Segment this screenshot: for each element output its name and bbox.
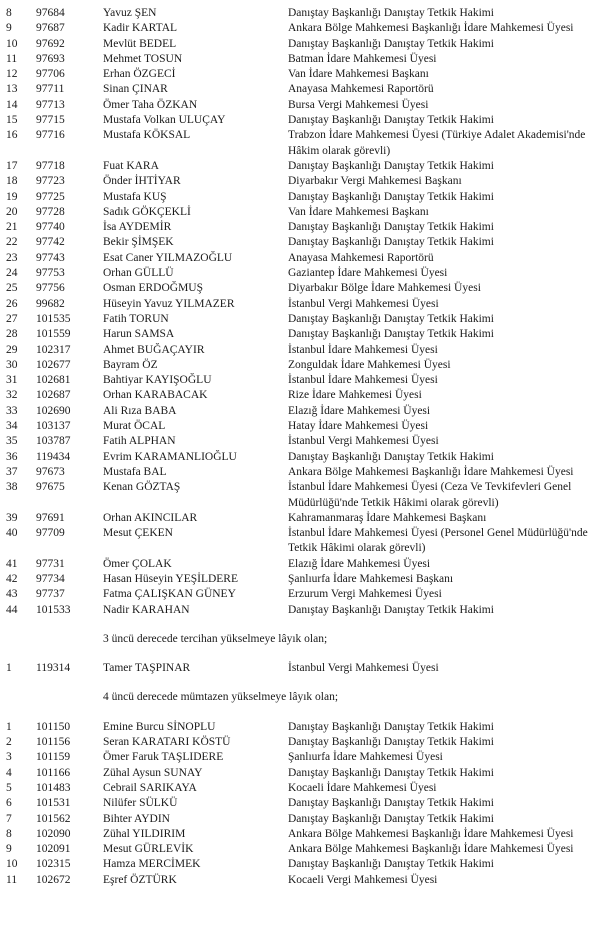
- row-number: 10: [6, 37, 18, 50]
- position-title: Ankara Bölge Mahkemesi Başkanlığı İdare Mahkemesi Üyesi: [288, 827, 574, 840]
- position-title: Rize İdare Mahkemesi Üyesi: [288, 389, 422, 402]
- person-name: Fatih TORUN: [103, 312, 169, 325]
- table-row: [0, 450, 600, 465]
- position-title: Danıştay Başkanlığı Danıştay Tetkik Hakimi: [288, 720, 494, 733]
- person-name: Mehmet TOSUN: [103, 52, 183, 65]
- row-number: 6: [6, 797, 12, 810]
- table-row: [0, 720, 600, 735]
- table-row: [0, 572, 600, 587]
- person-name: İsa AYDEMİR: [103, 221, 172, 234]
- position-title: Danıştay Başkanlığı Danıştay Tetkik Hakimi: [288, 328, 494, 341]
- registry-number: 102317: [36, 343, 71, 356]
- table-row: [0, 781, 600, 796]
- position-title: Ankara Bölge Mahkemesi Başkanlığı İdare Mahkemesi Üyesi: [288, 22, 574, 35]
- personnel-list-section-b: [0, 661, 600, 676]
- person-name: Bekir ŞİMŞEK: [103, 236, 174, 249]
- row-number: 14: [6, 98, 18, 111]
- position-title: Erzurum Vergi Mahkemesi Üyesi: [288, 588, 442, 601]
- registry-number: 97684: [36, 7, 65, 19]
- position-title: Danıştay Başkanlığı Danıştay Tetkik Hakimi: [288, 37, 494, 50]
- position-title: İstanbul İdare Mahkemesi Üyesi: [288, 343, 438, 356]
- person-name: Mustafa BAL: [103, 465, 167, 478]
- person-name: Orhan AKINCILAR: [103, 511, 198, 524]
- registry-number: 101531: [36, 797, 71, 810]
- registry-number: 101533: [36, 603, 71, 616]
- person-name: Fatih ALPHAN: [103, 435, 176, 448]
- table-row: [0, 873, 600, 888]
- person-name: Cebrail SARIKAYA: [103, 781, 197, 794]
- position-title: Batman İdare Mahkemesi Üyesi: [288, 52, 437, 65]
- registry-number: 103137: [36, 420, 71, 433]
- row-number: 29: [6, 343, 18, 356]
- table-row: [0, 750, 600, 765]
- registry-number: 97731: [36, 557, 65, 570]
- position-title: İstanbul Vergi Mahkemesi Üyesi: [288, 297, 439, 310]
- row-number: 37: [6, 465, 18, 478]
- registry-number: 97709: [36, 527, 65, 540]
- position-title: Danıştay Başkanlığı Danıştay Tetkik Hakimi: [288, 858, 494, 871]
- position-title: Danıştay Başkanlığı Danıştay Tetkik Hakimi: [288, 450, 494, 463]
- registry-number: 97692: [36, 37, 65, 50]
- table-row: [0, 735, 600, 750]
- person-name: Fatma ÇALIŞKAN GÜNEY: [103, 588, 236, 601]
- registry-number: 97718: [36, 159, 65, 172]
- registry-number: 102090: [36, 827, 71, 840]
- person-name: Hamza MERCİMEK: [103, 858, 201, 871]
- table-row: [0, 587, 600, 602]
- position-title: Bursa Vergi Mahkemesi Üyesi: [288, 98, 429, 111]
- table-row: [0, 388, 600, 403]
- person-name: Seran KARATARI KÖSTÜ: [103, 736, 231, 749]
- person-name: Ahmet BUĞAÇAYIR: [103, 343, 205, 356]
- person-name: Sinan ÇINAR: [103, 83, 168, 96]
- person-name: Kenan GÖZTAŞ: [103, 481, 181, 494]
- table-row: [0, 812, 600, 827]
- table-row: [0, 419, 600, 434]
- row-number: 36: [6, 450, 18, 463]
- person-name: Murat ÖCAL: [103, 420, 166, 433]
- row-number: 39: [6, 511, 18, 524]
- position-title: Van İdare Mahkemesi Başkanı: [288, 68, 429, 81]
- section-heading: 3 üncü derecede tercihan yükselmeye lâyık olan;: [103, 632, 328, 645]
- row-number: 21: [6, 221, 18, 234]
- table-row: [0, 113, 600, 128]
- person-name: Zühal Aysun SUNAY: [103, 766, 203, 779]
- registry-number: 102672: [36, 873, 71, 886]
- position-title: Gaziantep İdare Mahkemesi Üyesi: [288, 267, 448, 280]
- person-name: Evrim KARAMANLIOĞLU: [103, 450, 237, 463]
- row-number: 31: [6, 374, 18, 387]
- position-title: Danıştay Başkanlığı Danıştay Tetkik Hakimi: [288, 159, 494, 172]
- row-number: 12: [6, 68, 18, 81]
- position-title: Danıştay Başkanlığı Danıştay Tetkik Hakimi: [288, 312, 494, 325]
- person-name: Kadir KARTAL: [103, 22, 178, 35]
- registry-number: 97753: [36, 267, 65, 280]
- table-row: [0, 827, 600, 842]
- person-name: Emine Burcu SİNOPLU: [103, 720, 216, 733]
- registry-number: 97691: [36, 511, 65, 524]
- person-name: Ömer Taha ÖZKAN: [103, 98, 198, 111]
- registry-number: 97743: [36, 251, 65, 264]
- table-row: [0, 67, 600, 82]
- position-title: Diyarbakır Vergi Mahkemesi Başkanı: [288, 175, 462, 188]
- table-row: [0, 526, 600, 557]
- row-number: 32: [6, 389, 18, 402]
- person-name: Ali Rıza BABA: [103, 404, 177, 417]
- row-number: 5: [6, 781, 12, 794]
- position-title: Şanlıurfa İdare Mahkemesi Başkanı: [288, 572, 454, 585]
- person-name: Hüseyin Yavuz YILMAZER: [103, 297, 235, 310]
- section-heading: 4 üncü derecede mümtazen yükselmeye lâyık olan;: [103, 691, 339, 704]
- table-row: [0, 343, 600, 358]
- table-row: [0, 128, 600, 159]
- position-title: Danıştay Başkanlığı Danıştay Tetkik Hakimi: [288, 736, 494, 749]
- table-row: [0, 190, 600, 205]
- registry-number: 101562: [36, 812, 71, 825]
- table-row: [0, 373, 600, 388]
- registry-number: 97715: [36, 114, 65, 127]
- registry-number: 102690: [36, 404, 71, 417]
- row-number: 16: [6, 129, 18, 142]
- table-row: [0, 281, 600, 296]
- position-title: Zonguldak İdare Mahkemesi Üyesi: [288, 358, 451, 371]
- row-number: 13: [6, 83, 18, 96]
- table-row: [0, 404, 600, 419]
- registry-number: 102687: [36, 389, 71, 402]
- personnel-list-section-c: [0, 720, 600, 888]
- row-number: 9: [6, 843, 12, 856]
- table-row: [0, 465, 600, 480]
- document-page: [0, 6, 600, 888]
- registry-number: 102091: [36, 843, 71, 856]
- registry-number: 101156: [36, 736, 71, 749]
- position-title: Anayasa Mahkemesi Raportörü: [288, 83, 434, 96]
- row-number: 30: [6, 358, 18, 371]
- table-row: [0, 434, 600, 449]
- position-title: Hatay İdare Mahkemesi Üyesi: [288, 420, 429, 433]
- table-row: [0, 159, 600, 174]
- registry-number: 101483: [36, 781, 71, 794]
- person-name: Ömer ÇOLAK: [103, 557, 172, 570]
- person-name: Nilüfer SÜLKÜ: [103, 797, 178, 810]
- person-name: Orhan GÜLLÜ: [103, 267, 174, 280]
- position-title: Trabzon İdare Mahkemesi Üyesi (Türkiye Adalet Akademisi'nde Hâkim olarak görevli): [288, 129, 586, 157]
- person-name: Harun SAMSA: [103, 328, 175, 341]
- registry-number: 97675: [36, 481, 65, 494]
- position-title: Anayasa Mahkemesi Raportörü: [288, 251, 434, 264]
- row-number: 4: [6, 766, 12, 779]
- row-number: 22: [6, 236, 18, 249]
- row-number: 44: [6, 603, 18, 616]
- registry-number: 97693: [36, 52, 65, 65]
- table-row: [0, 842, 600, 857]
- position-title: İstanbul İdare Mahkemesi Üyesi: [288, 374, 438, 387]
- row-number: 2: [6, 736, 12, 749]
- person-name: Mustafa Volkan ULUÇAY: [103, 114, 226, 127]
- table-row: [0, 358, 600, 373]
- position-title: Diyarbakır Bölge İdare Mahkemesi Üyesi: [288, 282, 481, 295]
- row-number: 38: [6, 481, 18, 494]
- row-number: 42: [6, 572, 18, 585]
- row-number: 33: [6, 404, 18, 417]
- position-title: Danıştay Başkanlığı Danıştay Tetkik Hakimi: [288, 797, 494, 810]
- row-number: 43: [6, 588, 18, 601]
- person-name: Tamer TAŞPINAR: [103, 662, 191, 675]
- row-number: 40: [6, 527, 18, 540]
- row-number: 11: [6, 52, 18, 65]
- row-number: 15: [6, 114, 18, 127]
- position-title: Danıştay Başkanlığı Danıştay Tetkik Hakimi: [288, 603, 494, 616]
- row-number: 34: [6, 420, 18, 433]
- row-number: 23: [6, 251, 18, 264]
- registry-number: 97725: [36, 190, 65, 203]
- row-number: 24: [6, 267, 18, 280]
- registry-number: 101535: [36, 312, 71, 325]
- position-title: Ankara Bölge Mahkemesi Başkanlığı İdare Mahkemesi Üyesi: [288, 465, 574, 478]
- person-name: Hasan Hüseyin YEŞİLDERE: [103, 572, 238, 585]
- table-row: [0, 480, 600, 511]
- person-name: Mesut ÇEKEN: [103, 527, 173, 540]
- row-number: 8: [6, 7, 12, 19]
- row-number: 3: [6, 751, 12, 764]
- row-number: 1: [6, 662, 12, 675]
- row-number: 7: [6, 812, 12, 825]
- registry-number: 97723: [36, 175, 65, 188]
- person-name: Esat Caner YILMAZOĞLU: [103, 251, 233, 264]
- registry-number: 119314: [36, 662, 71, 675]
- registry-number: 97673: [36, 465, 65, 478]
- person-name: Orhan KARABACAK: [103, 389, 208, 402]
- person-name: Mustafa KUŞ: [103, 190, 167, 203]
- table-row: [0, 557, 600, 572]
- table-row: [0, 235, 600, 250]
- position-title: Kahramanmaraş İdare Mahkemesi Başkanı: [288, 511, 487, 524]
- person-name: Mevlüt BEDEL: [103, 37, 177, 50]
- position-title: İstanbul İdare Mahkemesi Üyesi (Ceza Ve Tevkifevleri Genel Müdürlüğü'nde Tetkik Hâkimi olarak görevli): [288, 481, 572, 509]
- position-title: Danıştay Başkanlığı Danıştay Tetkik Hakimi: [288, 236, 494, 249]
- registry-number: 97713: [36, 98, 65, 111]
- row-number: 11: [6, 873, 18, 886]
- table-row: [0, 297, 600, 312]
- position-title: Danıştay Başkanlığı Danıştay Tetkik Hakimi: [288, 114, 494, 127]
- table-row: [0, 661, 600, 676]
- table-row: [0, 796, 600, 811]
- registry-number: 97711: [36, 83, 65, 96]
- position-title: Şanlıurfa İdare Mahkemesi Üyesi: [288, 751, 443, 764]
- position-title: Elazığ İdare Mahkemesi Üyesi: [288, 404, 431, 417]
- row-number: 9: [6, 22, 12, 35]
- position-title: Danıştay Başkanlığı Danıştay Tetkik Hakimi: [288, 812, 494, 825]
- position-title: Danıştay Başkanlığı Danıştay Tetkik Hakimi: [288, 190, 494, 203]
- registry-number: 103787: [36, 435, 71, 448]
- table-row: [0, 6, 600, 21]
- registry-number: 101159: [36, 751, 71, 764]
- registry-number: 97734: [36, 572, 65, 585]
- table-row: [0, 37, 600, 52]
- registry-number: 102677: [36, 358, 71, 371]
- person-name: Eşref ÖZTÜRK: [103, 873, 177, 886]
- row-number: 1: [6, 720, 12, 733]
- table-row: [0, 511, 600, 526]
- person-name: Mesut GÜRLEVİK: [103, 843, 194, 856]
- registry-number: 97728: [36, 205, 65, 218]
- table-row: [0, 857, 600, 872]
- position-title: İstanbul İdare Mahkemesi Üyesi (Personel Genel Müdürlüğü'nde Tetkik Hâkimi olarak görevli): [288, 527, 588, 555]
- table-row: [0, 174, 600, 189]
- personnel-list-section-a: [0, 6, 600, 618]
- row-number: 41: [6, 557, 18, 570]
- position-title: Danıştay Başkanlığı Danıştay Tetkik Hakimi: [288, 7, 494, 19]
- table-row: [0, 220, 600, 235]
- table-row: [0, 52, 600, 67]
- person-name: Ömer Faruk TAŞLIDERE: [103, 751, 224, 764]
- registry-number: 97687: [36, 22, 65, 35]
- row-number: 18: [6, 175, 18, 188]
- table-row: [0, 266, 600, 281]
- table-row: [0, 205, 600, 220]
- row-number: 28: [6, 328, 18, 341]
- person-name: Osman ERDOĞMUŞ: [103, 282, 203, 295]
- person-name: Önder İHTİYAR: [103, 175, 181, 188]
- row-number: 10: [6, 858, 18, 871]
- person-name: Bayram ÖZ: [103, 358, 158, 371]
- row-number: 17: [6, 159, 18, 172]
- table-row: [0, 603, 600, 618]
- row-number: 19: [6, 190, 18, 203]
- registry-number: 97737: [36, 588, 65, 601]
- registry-number: 101150: [36, 720, 71, 733]
- position-title: Kocaeli Vergi Mahkemesi Üyesi: [288, 873, 438, 886]
- table-row: [0, 21, 600, 36]
- registry-number: 97706: [36, 68, 65, 81]
- person-name: Erhan ÖZGECİ: [103, 68, 176, 81]
- position-title: Kocaeli İdare Mahkemesi Üyesi: [288, 781, 437, 794]
- registry-number: 97716: [36, 129, 65, 142]
- table-row: [0, 82, 600, 97]
- row-number: 27: [6, 312, 18, 325]
- person-name: Bahtiyar KAYIŞOĞLU: [103, 374, 212, 387]
- position-title: Danıştay Başkanlığı Danıştay Tetkik Hakimi: [288, 766, 494, 779]
- table-row: [0, 98, 600, 113]
- row-number: 26: [6, 297, 18, 310]
- person-name: Zühal YILDIRIM: [103, 827, 186, 840]
- position-title: İstanbul Vergi Mahkemesi Üyesi: [288, 662, 439, 675]
- registry-number: 97740: [36, 221, 65, 234]
- position-title: Danıştay Başkanlığı Danıştay Tetkik Hakimi: [288, 221, 494, 234]
- person-name: Yavuz ŞEN: [103, 7, 157, 19]
- position-title: Ankara Bölge Mahkemesi Başkanlığı İdare Mahkemesi Üyesi: [288, 843, 574, 856]
- registry-number: 101559: [36, 328, 71, 341]
- registry-number: 101166: [36, 766, 71, 779]
- registry-number: 99682: [36, 297, 65, 310]
- table-row: [0, 312, 600, 327]
- row-number: 35: [6, 435, 18, 448]
- row-number: 25: [6, 282, 18, 295]
- registry-number: 97756: [36, 282, 65, 295]
- person-name: Sadık GÖKÇEKLİ: [103, 205, 191, 218]
- registry-number: 102681: [36, 374, 71, 387]
- person-name: Fuat KARA: [103, 159, 159, 172]
- registry-number: 119434: [36, 450, 71, 463]
- registry-number: 102315: [36, 858, 71, 871]
- registry-number: 97742: [36, 236, 65, 249]
- person-name: Mustafa KÖKSAL: [103, 129, 191, 142]
- person-name: Bihter AYDIN: [103, 812, 170, 825]
- table-row: [0, 766, 600, 781]
- position-title: Van İdare Mahkemesi Başkanı: [288, 205, 429, 218]
- position-title: İstanbul Vergi Mahkemesi Üyesi: [288, 435, 439, 448]
- row-number: 20: [6, 205, 18, 218]
- position-title: Elazığ İdare Mahkemesi Üyesi: [288, 557, 431, 570]
- table-row: [0, 251, 600, 266]
- row-number: 8: [6, 827, 12, 840]
- person-name: Nadir KARAHAN: [103, 603, 190, 616]
- table-row: [0, 327, 600, 342]
